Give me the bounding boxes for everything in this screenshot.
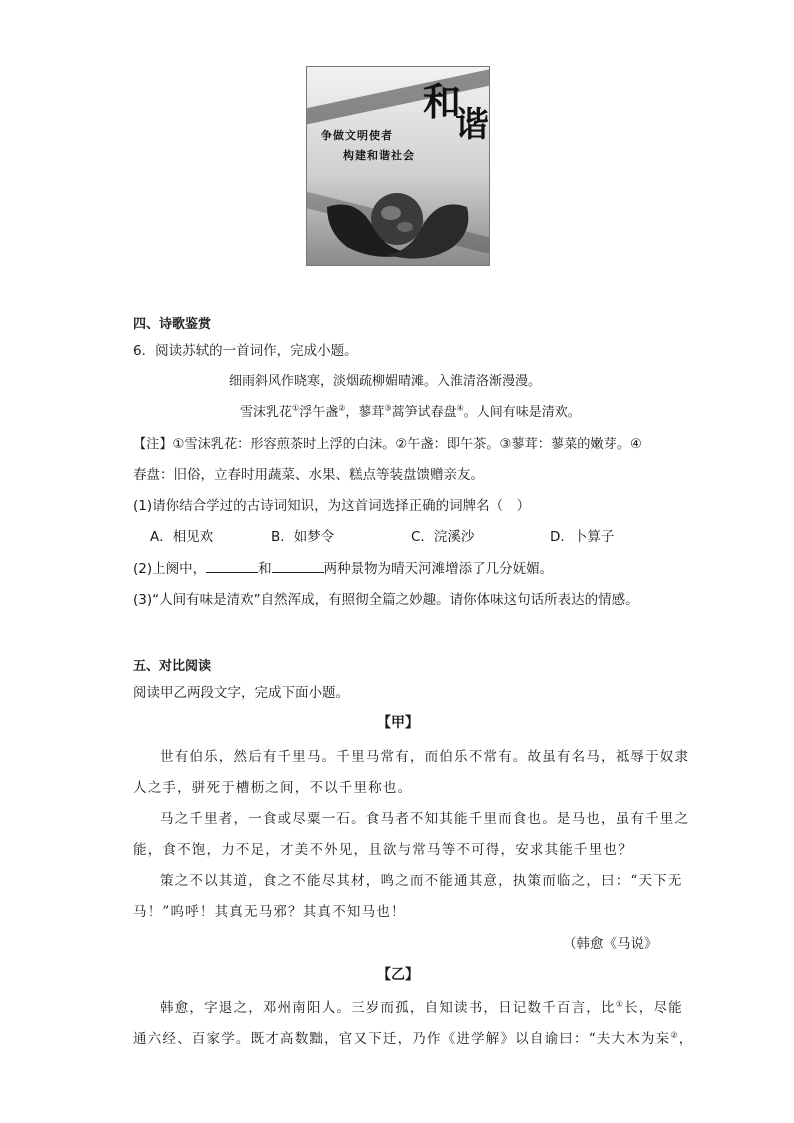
note-line-1: 【注】①雪沫乳花：形容煎茶时上浮的白沫。②午盏：即午茶。③蓼茸：蓼菜的嫩芽。④ <box>133 437 642 452</box>
poster-char-xie: 谐 <box>455 105 489 145</box>
passage-yi-line-1: 韩愈，字退之，邓州南阳人。三岁而孤，自知读书，日记数千百言，比①长，尽能 <box>160 999 683 1016</box>
question-6-intro: 6．阅读苏轼的一首词作，完成小题。 <box>133 343 358 359</box>
option-d: D．卜算子 <box>550 529 615 545</box>
sub-question-1: (1)请你结合学过的古诗词知识，为这首词选择正确的词牌名（ ） <box>133 498 531 514</box>
answer-blank-1 <box>206 560 258 573</box>
hands-globe-graphic <box>307 167 489 265</box>
passage-yi-title: 【乙】 <box>377 967 419 983</box>
option-c: C．浣溪沙 <box>411 529 475 545</box>
poster-slogan-1: 争做文明使者 <box>321 129 393 142</box>
poem-line-2: 雪沫乳花①浮午盏②，蓼茸③蒿笋试春盘④。人间有味是清欢。 <box>240 403 581 420</box>
comparative-intro: 阅读甲乙两段文字，完成下面小题。 <box>133 685 349 701</box>
note-line-2: 春盘：旧俗，立春时用蔬菜、水果、糕点等装盘馈赠亲友。 <box>133 467 484 483</box>
passage-jia-line: 人之手，骈死于槽枥之间，不以千里称也。 <box>133 780 413 796</box>
passage-jia-line: 马！”呜呼！其真无马邪？其真不知马也！ <box>133 904 406 920</box>
section-title-poetry: 四、诗歌鉴赏 <box>133 317 212 332</box>
passage-yi-line-2: 通六经、百家学。既才高数黜，官又下迁，乃作《进学解》以自谕曰：“夫大木为杗②， <box>133 1030 694 1047</box>
harmony-poster-image <box>306 66 490 266</box>
passage-jia-source: （韩愈《马说》 <box>563 936 658 952</box>
passage-jia-line: 能，食不饱，力不足，才美不外见，且欲与常马等不可得，安求其能千里也？ <box>133 842 633 858</box>
option-b: B．如梦令 <box>271 529 335 545</box>
answer-blank-2 <box>272 560 324 573</box>
poster-char-he: 和 <box>423 79 462 124</box>
sub-question-2: (2)上阕中， 和 两种景物为晴天河滩增添了几分妩媚。 <box>133 561 554 577</box>
poster-slogan-2: 构建和谐社会 <box>343 149 415 162</box>
passage-jia-line: 马之千里者，一食或尽粟一石。食马者不知其能千里而食也。是马也，虽有千里之 <box>160 811 690 827</box>
section-title-comparative: 五、对比阅读 <box>133 659 212 674</box>
passage-jia-line: 策之不以其道，食之不能尽其材，鸣之而不能通其意，执策而临之，曰：“天下无 <box>160 873 683 889</box>
sub-question-3: (3)“人间有味是清欢”自然浑成，有照彻全篇之妙趣。请你体味这句话所表达的情感。 <box>133 592 639 608</box>
option-a: A．相见欢 <box>150 529 214 545</box>
passage-jia-line: 世有伯乐，然后有千里马。千里马常有，而伯乐不常有。故虽有名马，祗辱于奴隶 <box>160 749 690 765</box>
poem-line-1: 细雨斜风作晓寒，淡烟疏柳媚晴滩。入淮清洛渐漫漫。 <box>229 374 542 389</box>
passage-jia-title: 【甲】 <box>377 715 419 731</box>
